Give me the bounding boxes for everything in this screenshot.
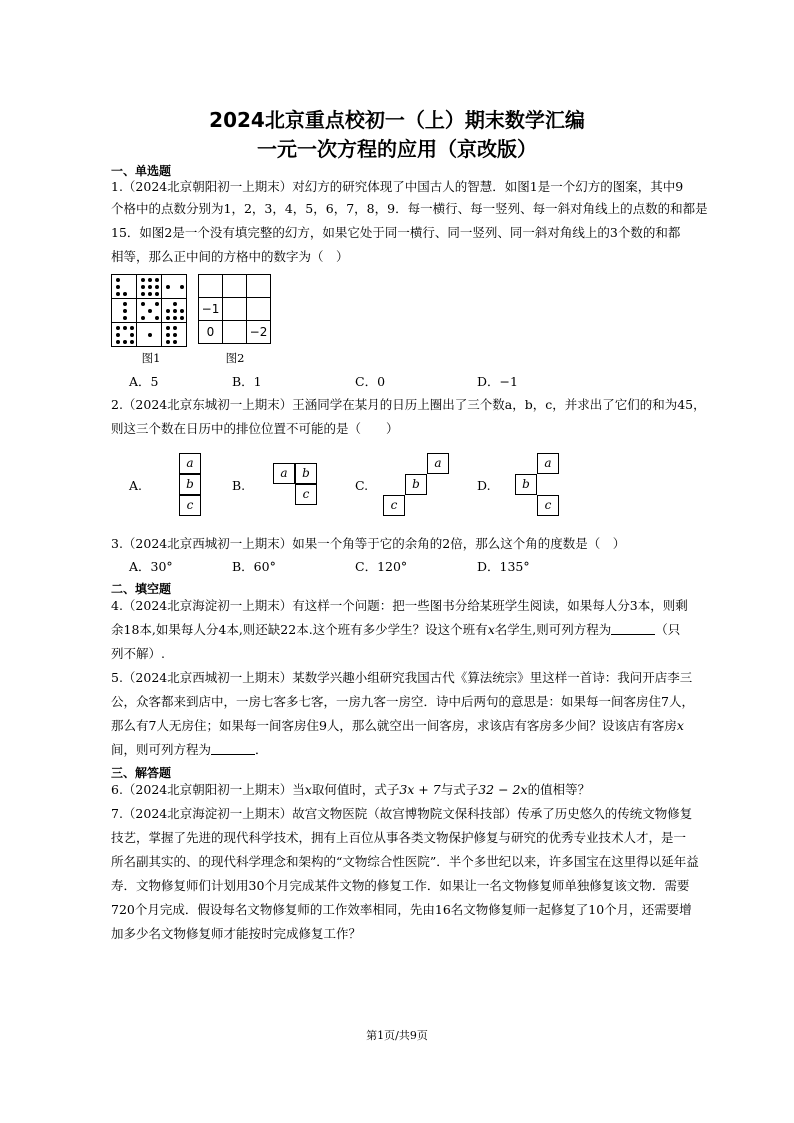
option-a: A．5	[129, 374, 159, 389]
q4-text: 余18本,如果每人分4本,则还缺22本.这个班有多少学生？设这个班有	[111, 622, 488, 637]
dot	[116, 333, 120, 337]
dots-6	[162, 323, 186, 346]
calendar-cell: a	[273, 463, 295, 484]
doc-title: 2024北京重点校初一（上）期末数学汇编	[209, 108, 585, 132]
section-heading: 三、解答题	[111, 766, 172, 780]
q7-line: 720个月完成．假设每名文物修复师的工作效率相同，先由16名文物修复师一起修复了10个月，还需要增	[111, 902, 692, 917]
dot	[148, 333, 152, 337]
calendar-cell: a	[537, 453, 559, 474]
magic-square-dots-figure	[111, 274, 187, 347]
calendar-cell: b	[515, 474, 537, 495]
dot	[141, 302, 145, 306]
dot	[116, 292, 120, 296]
magic-cell: −2	[247, 321, 271, 344]
dot	[166, 309, 170, 313]
q1-line: 15．如图2是一个没有填完整的幻方，如果它处于同一横行、同一竖列、同一斜对角线上的3个数的和都	[111, 225, 681, 240]
q2-line: 则这三个数在日历中的排位位置不可能的是（ ）	[111, 421, 399, 436]
q4-line	[111, 622, 680, 638]
dot	[116, 340, 120, 344]
section-heading: 一、单选题	[111, 164, 172, 178]
dot	[173, 333, 177, 337]
dot	[116, 326, 120, 330]
q2-line: 2.（2024北京东城初一上期末）王涵同学在某月的日历上圈出了三个数a，b，c，并求出了它们的和为45，	[111, 397, 706, 412]
dot	[116, 285, 120, 289]
q5-text: 间，则可列方程为	[111, 742, 212, 757]
dot	[123, 326, 127, 330]
magic-cell	[223, 298, 247, 321]
option-c: C．120°	[355, 559, 408, 574]
expression: 32 − 2x	[478, 782, 528, 797]
q7-line: 加多少名文物修复师才能按时完成修复工作？	[111, 926, 362, 941]
dot	[130, 326, 134, 330]
q5-line	[111, 718, 684, 734]
dot	[173, 340, 177, 344]
q3-line: 3.（2024北京西城初一上期末）如果一个角等于它的余角的2倍，那么这个角的度数是（ ）	[111, 536, 626, 551]
dot	[180, 285, 184, 289]
calendar-cell: c	[179, 495, 201, 516]
magic-cell	[223, 275, 247, 298]
dot	[155, 316, 159, 320]
dots-1	[137, 323, 161, 346]
dot	[141, 285, 145, 289]
dots-9	[137, 275, 161, 298]
magic-cell: −1	[199, 298, 223, 321]
calendar-cell: b	[295, 463, 317, 484]
option-c: C．0	[355, 374, 386, 389]
dots-5	[137, 299, 161, 322]
calendar-cell: c	[537, 495, 559, 516]
dot	[173, 309, 177, 313]
dot	[173, 326, 177, 330]
answer-blank[interactable]	[611, 623, 655, 635]
q5-text: 那么有7人无房住；如果每一间客房住9人，那么就空出一间客房，求该店有客房多少间？设该店有客房	[111, 718, 677, 733]
q5-line: 5.（2024北京西城初一上期末）某数学兴趣小组研究我国古代《算法统宗》里这样一首诗：我问开店李三	[111, 670, 693, 685]
dot	[130, 333, 134, 337]
option-d: D．−1	[477, 374, 518, 389]
magic-cell	[247, 275, 271, 298]
dot	[123, 309, 127, 313]
option-c: C.	[355, 478, 369, 493]
dot	[155, 302, 159, 306]
dots-4	[112, 275, 136, 298]
dots-7	[162, 299, 186, 322]
dot	[148, 292, 152, 296]
option-b: B．1	[232, 374, 262, 389]
figure-caption: 图2	[225, 351, 245, 365]
dots-3	[112, 299, 136, 322]
option-d: D.	[477, 478, 491, 493]
section-heading: 二、填空题	[111, 582, 172, 596]
q1-line: 个格中的点数分别为1，2，3，4，5，6，7，8，9．每一横行、每一竖列、每一斜对角线上的点数的和都是	[111, 201, 708, 216]
q1-line: 1.（2024北京朝阳初一上期末）对幻方的研究体现了中国古人的智慧．如图1是一个幻方的图案，其中9	[111, 179, 684, 194]
q7-line: 技艺，掌握了先进的现代科学技术，拥有上百位从事各类文物保护修复与研究的优秀专业技术人才，是一	[111, 830, 687, 845]
calendar-cell: a	[179, 453, 201, 474]
calendar-cell: c	[295, 484, 317, 505]
option-b: B．60°	[232, 559, 276, 574]
dot	[166, 316, 170, 320]
dot	[166, 340, 170, 344]
option-a: A.	[129, 478, 143, 493]
q4-line: 列不解）.	[111, 646, 165, 661]
option-a: A．30°	[129, 559, 173, 574]
variable-x: x	[304, 782, 312, 797]
dot	[180, 316, 184, 320]
q5-line	[111, 742, 268, 758]
q7-line: 所名副其实的、的现代科学理念和架构的“文物综合性医院”．半个多世纪以来，许多国宝在这里得以延年益	[111, 854, 699, 869]
dot	[173, 316, 177, 320]
calendar-cell: b	[405, 474, 427, 495]
magic-cell	[223, 321, 247, 344]
option-d: D．135°	[477, 559, 530, 574]
dot	[123, 316, 127, 320]
q5-text: ．	[255, 742, 268, 757]
expression: 3x + 7	[399, 782, 441, 797]
magic-cell: 0	[199, 321, 223, 344]
option-b: B.	[232, 478, 246, 493]
page-number: 第1页/共9页	[366, 1029, 428, 1042]
dot	[148, 285, 152, 289]
calendar-cell: b	[179, 474, 201, 495]
dot	[148, 278, 152, 282]
dot	[123, 292, 127, 296]
dot	[155, 278, 159, 282]
answer-blank[interactable]	[211, 743, 255, 755]
dot	[166, 333, 170, 337]
q1-line: 相等，那么正中间的方格中的数字为（ ）	[111, 249, 349, 264]
dot	[155, 292, 159, 296]
doc-subtitle: 一元一次方程的应用（京改版）	[257, 137, 537, 161]
q6-text: 的值相等？	[527, 782, 591, 797]
dot	[141, 292, 145, 296]
dot	[130, 340, 134, 344]
dot	[123, 340, 127, 344]
figure-caption: 图1	[141, 351, 161, 365]
variable-x: x	[487, 622, 495, 637]
magic-cell	[247, 298, 271, 321]
variable-x: x	[676, 718, 684, 733]
q4-line: 4.（2024北京海淀初一上期末）有这样一个问题：把一些图书分给某班学生阅读，如果每人分3本，则剩	[111, 598, 688, 613]
dots-8	[112, 323, 136, 346]
q6-text: 与式子	[440, 782, 479, 797]
q4-text: （只	[655, 622, 681, 637]
dot	[155, 285, 159, 289]
q6-text: 取何值时，式子	[311, 782, 400, 797]
dots-2	[162, 275, 186, 298]
dot	[148, 309, 152, 313]
dot	[116, 278, 120, 282]
dot	[141, 316, 145, 320]
dot	[123, 302, 127, 306]
q4-text: 名学生,则可列方程为	[494, 622, 612, 637]
magic-cell	[199, 275, 223, 298]
q6-line	[111, 782, 590, 798]
q6-text: 6.（2024北京朝阳初一上期末）当	[111, 782, 305, 797]
magic-square-figure	[198, 274, 271, 344]
calendar-cell: a	[427, 453, 449, 474]
dot	[166, 285, 170, 289]
calendar-cell: c	[383, 495, 405, 516]
dot	[166, 326, 170, 330]
q7-line: 7.（2024北京海淀初一上期末）故宫文物医院（故宫博物院文保科技部）传承了历史悠久的传统文物修复	[111, 806, 693, 821]
dot	[141, 278, 145, 282]
dot	[180, 309, 184, 313]
q7-line: 寿．文物修复师们计划用30个月完成某件文物的修复工作．如果让一名文物修复师单独修复该文物．需要	[111, 878, 690, 893]
dot	[173, 302, 177, 306]
q5-line: 公，众客都来到店中，一房七客多七客，一房九客一房空．诗中后两句的意思是：如果每一间客房住7人，	[111, 694, 694, 709]
